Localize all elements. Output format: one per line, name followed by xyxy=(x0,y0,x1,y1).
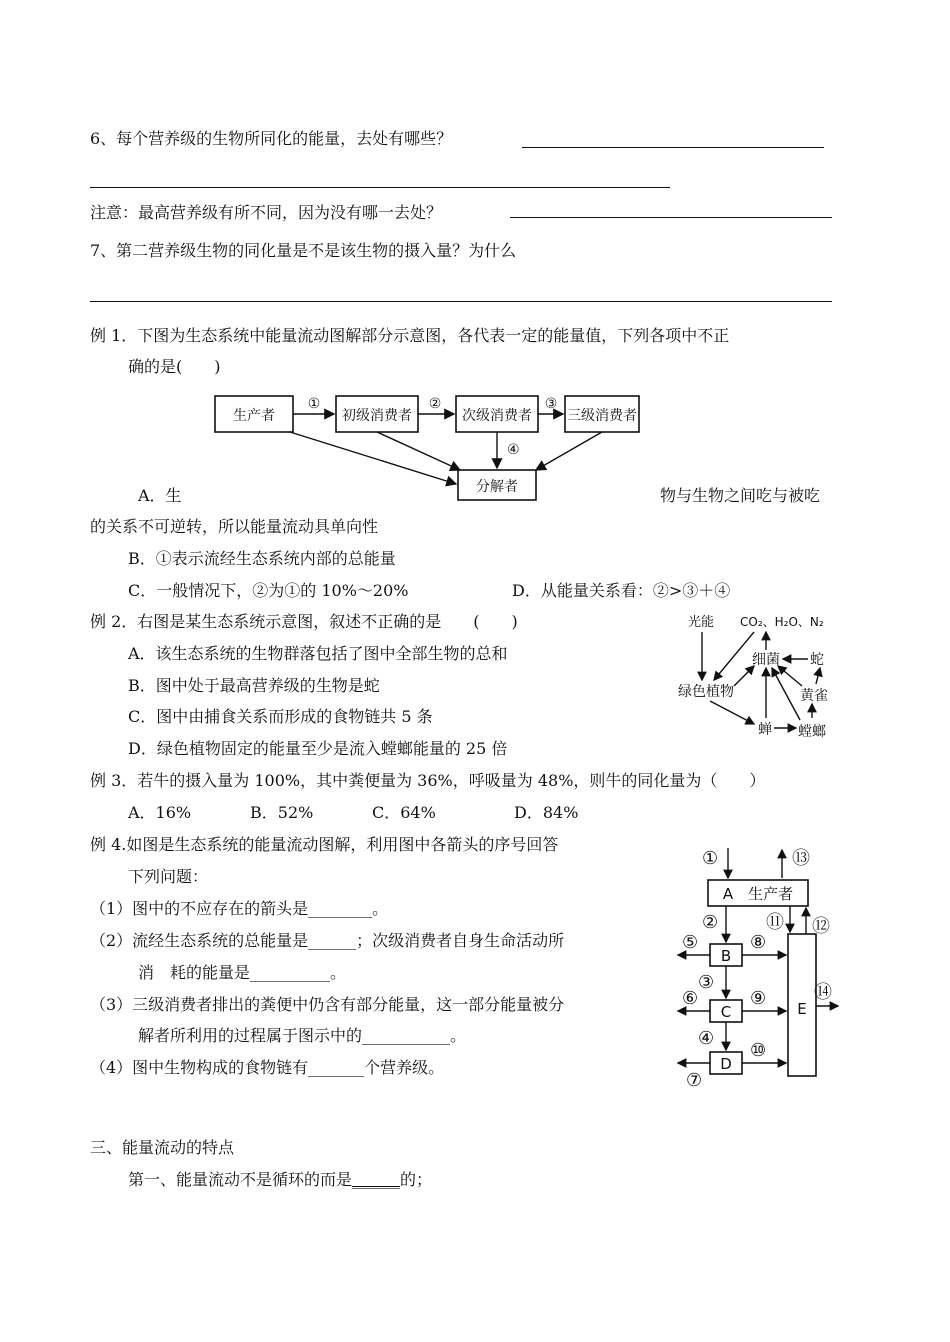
arrow-4-label: ④ xyxy=(507,442,520,458)
sparrow-to-bacteria-arrow xyxy=(778,666,802,686)
answer-blank[interactable] xyxy=(522,147,824,148)
tertiary-consumer-label: 三级消费者 xyxy=(567,408,637,424)
example-1-option-c: C．一般情况下，②为①的 10%～20% xyxy=(128,581,409,600)
example-2-stem: 例 2．右图是某生态系统示意图，叙述不正确的是 ( ) xyxy=(90,612,518,631)
point-1-blank[interactable]: ______ xyxy=(352,1170,401,1189)
arrow-label-3: ③ xyxy=(698,972,715,993)
example-1-option-d: D．从能量关系看：②>③＋④ xyxy=(512,581,731,600)
note: 注意：最高营养级有所不同，因为没有哪一去处？ xyxy=(90,203,443,222)
example-3-option-c: C．64% xyxy=(372,803,436,822)
point-1-prefix: 第一、能量流动不是循环的而是 xyxy=(128,1170,353,1189)
primary-consumer-label: 初级消费者 xyxy=(342,408,412,424)
arrow-label-13: ⑬ xyxy=(792,848,810,869)
arrow-label-1: ① xyxy=(702,848,719,869)
arrow-2-label: ② xyxy=(428,396,442,412)
question-6: 6、每个营养级的生物所同化的能量，去处有哪些？ xyxy=(90,129,453,148)
green-plant-label: 绿色植物 xyxy=(678,684,734,700)
arrow-label-14: ⑭ xyxy=(814,982,832,1003)
example-4-question-3: （3）三级消费者排出的粪便中仍含有部分能量，这一部分能量被分 xyxy=(90,995,565,1014)
box-d-label: D xyxy=(720,1055,732,1073)
example-2-option-d: D．绿色植物固定的能量至少是流入螳螂能量的 25 倍 xyxy=(128,739,508,758)
arrow-label-11: ⑪ xyxy=(766,912,784,933)
secondary-consumer-label: 次级消费者 xyxy=(462,408,532,424)
example-3-stem: 例 3．若牛的摄入量为 100%，其中粪便量为 36%，呼吸量为 48%，则牛的同化量为（ ） xyxy=(90,771,766,790)
example-2-option-c: C．图中由捕食关系而形成的食物链共 5 条 xyxy=(128,707,433,726)
arrow-label-2: ② xyxy=(702,912,719,933)
section-3-point-1 xyxy=(128,1169,432,1191)
cicada-label: 蝉 xyxy=(758,722,772,738)
mantis-label: 螳螂 xyxy=(798,724,826,740)
point-1-suffix: 的； xyxy=(400,1170,433,1189)
example-1-option-a-cont: 的关系不可逆转，所以能量流动具单向性 xyxy=(90,517,379,536)
example-1-stem-cont: 确的是( ) xyxy=(128,357,221,376)
sparrow-label: 黄雀 xyxy=(800,688,828,704)
arrow-label-7: ⑦ xyxy=(686,1070,703,1091)
light-energy-label: 光能 xyxy=(688,615,715,630)
plant-to-bacteria-arrow xyxy=(734,666,754,686)
example-4-stem-cont: 下列问题： xyxy=(128,867,209,886)
example-1-option-a: A．生 xyxy=(138,486,182,505)
snake-label: 蛇 xyxy=(810,652,824,668)
arrow-label-8: ⑧ xyxy=(750,932,767,953)
primary-to-decomposer-arrow xyxy=(377,432,460,470)
arrow-1-label: ① xyxy=(307,396,321,412)
section-3-title: 三、能量流动的特点 xyxy=(90,1138,235,1157)
example-4-question-1: （1）图中的不应存在的箭头是________。 xyxy=(90,899,389,918)
inorganic-matter-label: CO₂、H₂O、N₂ xyxy=(740,615,824,629)
arrow-label-10: ⑩ xyxy=(750,1040,767,1061)
decomposer-label: 分解者 xyxy=(476,479,518,495)
answer-blank[interactable] xyxy=(90,301,832,302)
example-4-stem: 例 4.如图是生态系统的能量流动图解，利用图中各箭头的序号回答 xyxy=(90,835,559,854)
arrow-label-4: ④ xyxy=(698,1028,715,1049)
example-4-question-3-cont: 解者所利用的过程属于图示中的___________。 xyxy=(138,1026,467,1045)
example-1-option-a-right: 物与生物之间吃与被吃 xyxy=(660,486,821,505)
producer-box-a-label: A 生产者 xyxy=(722,885,794,903)
bacteria-label: 细菌 xyxy=(752,652,780,668)
example-4-question-2: （2）流经生态系统的总能量是______；次级消费者自身生命活动所 xyxy=(90,931,565,950)
question-7: 7、第二营养级生物的同化量是不是该生物的摄入量？为什么 xyxy=(90,241,517,260)
producer-to-decomposer-arrow xyxy=(290,432,456,484)
box-b-label: B xyxy=(720,947,732,965)
arrow-label-9: ⑨ xyxy=(750,988,767,1009)
answer-blank[interactable] xyxy=(90,187,670,188)
example-4-question-4: （4）图中生物构成的食物链有_______个营养级。 xyxy=(90,1058,445,1077)
energy-flow-diagram-4 xyxy=(672,842,842,1092)
example-3-option-b: B．52% xyxy=(250,803,314,822)
arrow-label-12: ⑫ xyxy=(812,916,830,937)
example-3-option-d: D．84% xyxy=(514,803,579,822)
example-1-stem: 例 1．下图为生态系统中能量流动图解部分示意图，各代表一定的能量值，下列各项中不正 xyxy=(90,326,730,345)
producer-label: 生产者 xyxy=(233,408,275,424)
example-2-option-b: B．图中处于最高营养级的生物是蛇 xyxy=(128,676,380,695)
box-c-label: C xyxy=(720,1003,732,1021)
arrow-3-label: ③ xyxy=(544,396,558,412)
arrow-label-6: ⑥ xyxy=(682,988,699,1009)
arrow-label-5: ⑤ xyxy=(682,932,699,953)
decomposer-box-e-label: E xyxy=(797,1000,807,1018)
plant-to-cicada-arrow xyxy=(710,701,754,724)
tertiary-to-decomposer-arrow xyxy=(536,432,602,470)
answer-blank[interactable] xyxy=(510,217,832,218)
example-3-option-a: A．16% xyxy=(128,803,192,822)
ecosystem-diagram xyxy=(670,606,870,744)
example-1-option-b: B．①表示流经生态系统内部的总能量 xyxy=(128,549,396,568)
energy-flow-diagram-1 xyxy=(210,388,650,506)
example-4-question-2-cont: 消 耗的能量是__________。 xyxy=(138,963,347,982)
sparrow-to-snake-arrow xyxy=(816,668,820,684)
example-2-option-a: A．该生态系统的生物群落包括了图中全部生物的总和 xyxy=(128,644,508,663)
mantis-to-bacteria-arrow xyxy=(772,668,800,720)
